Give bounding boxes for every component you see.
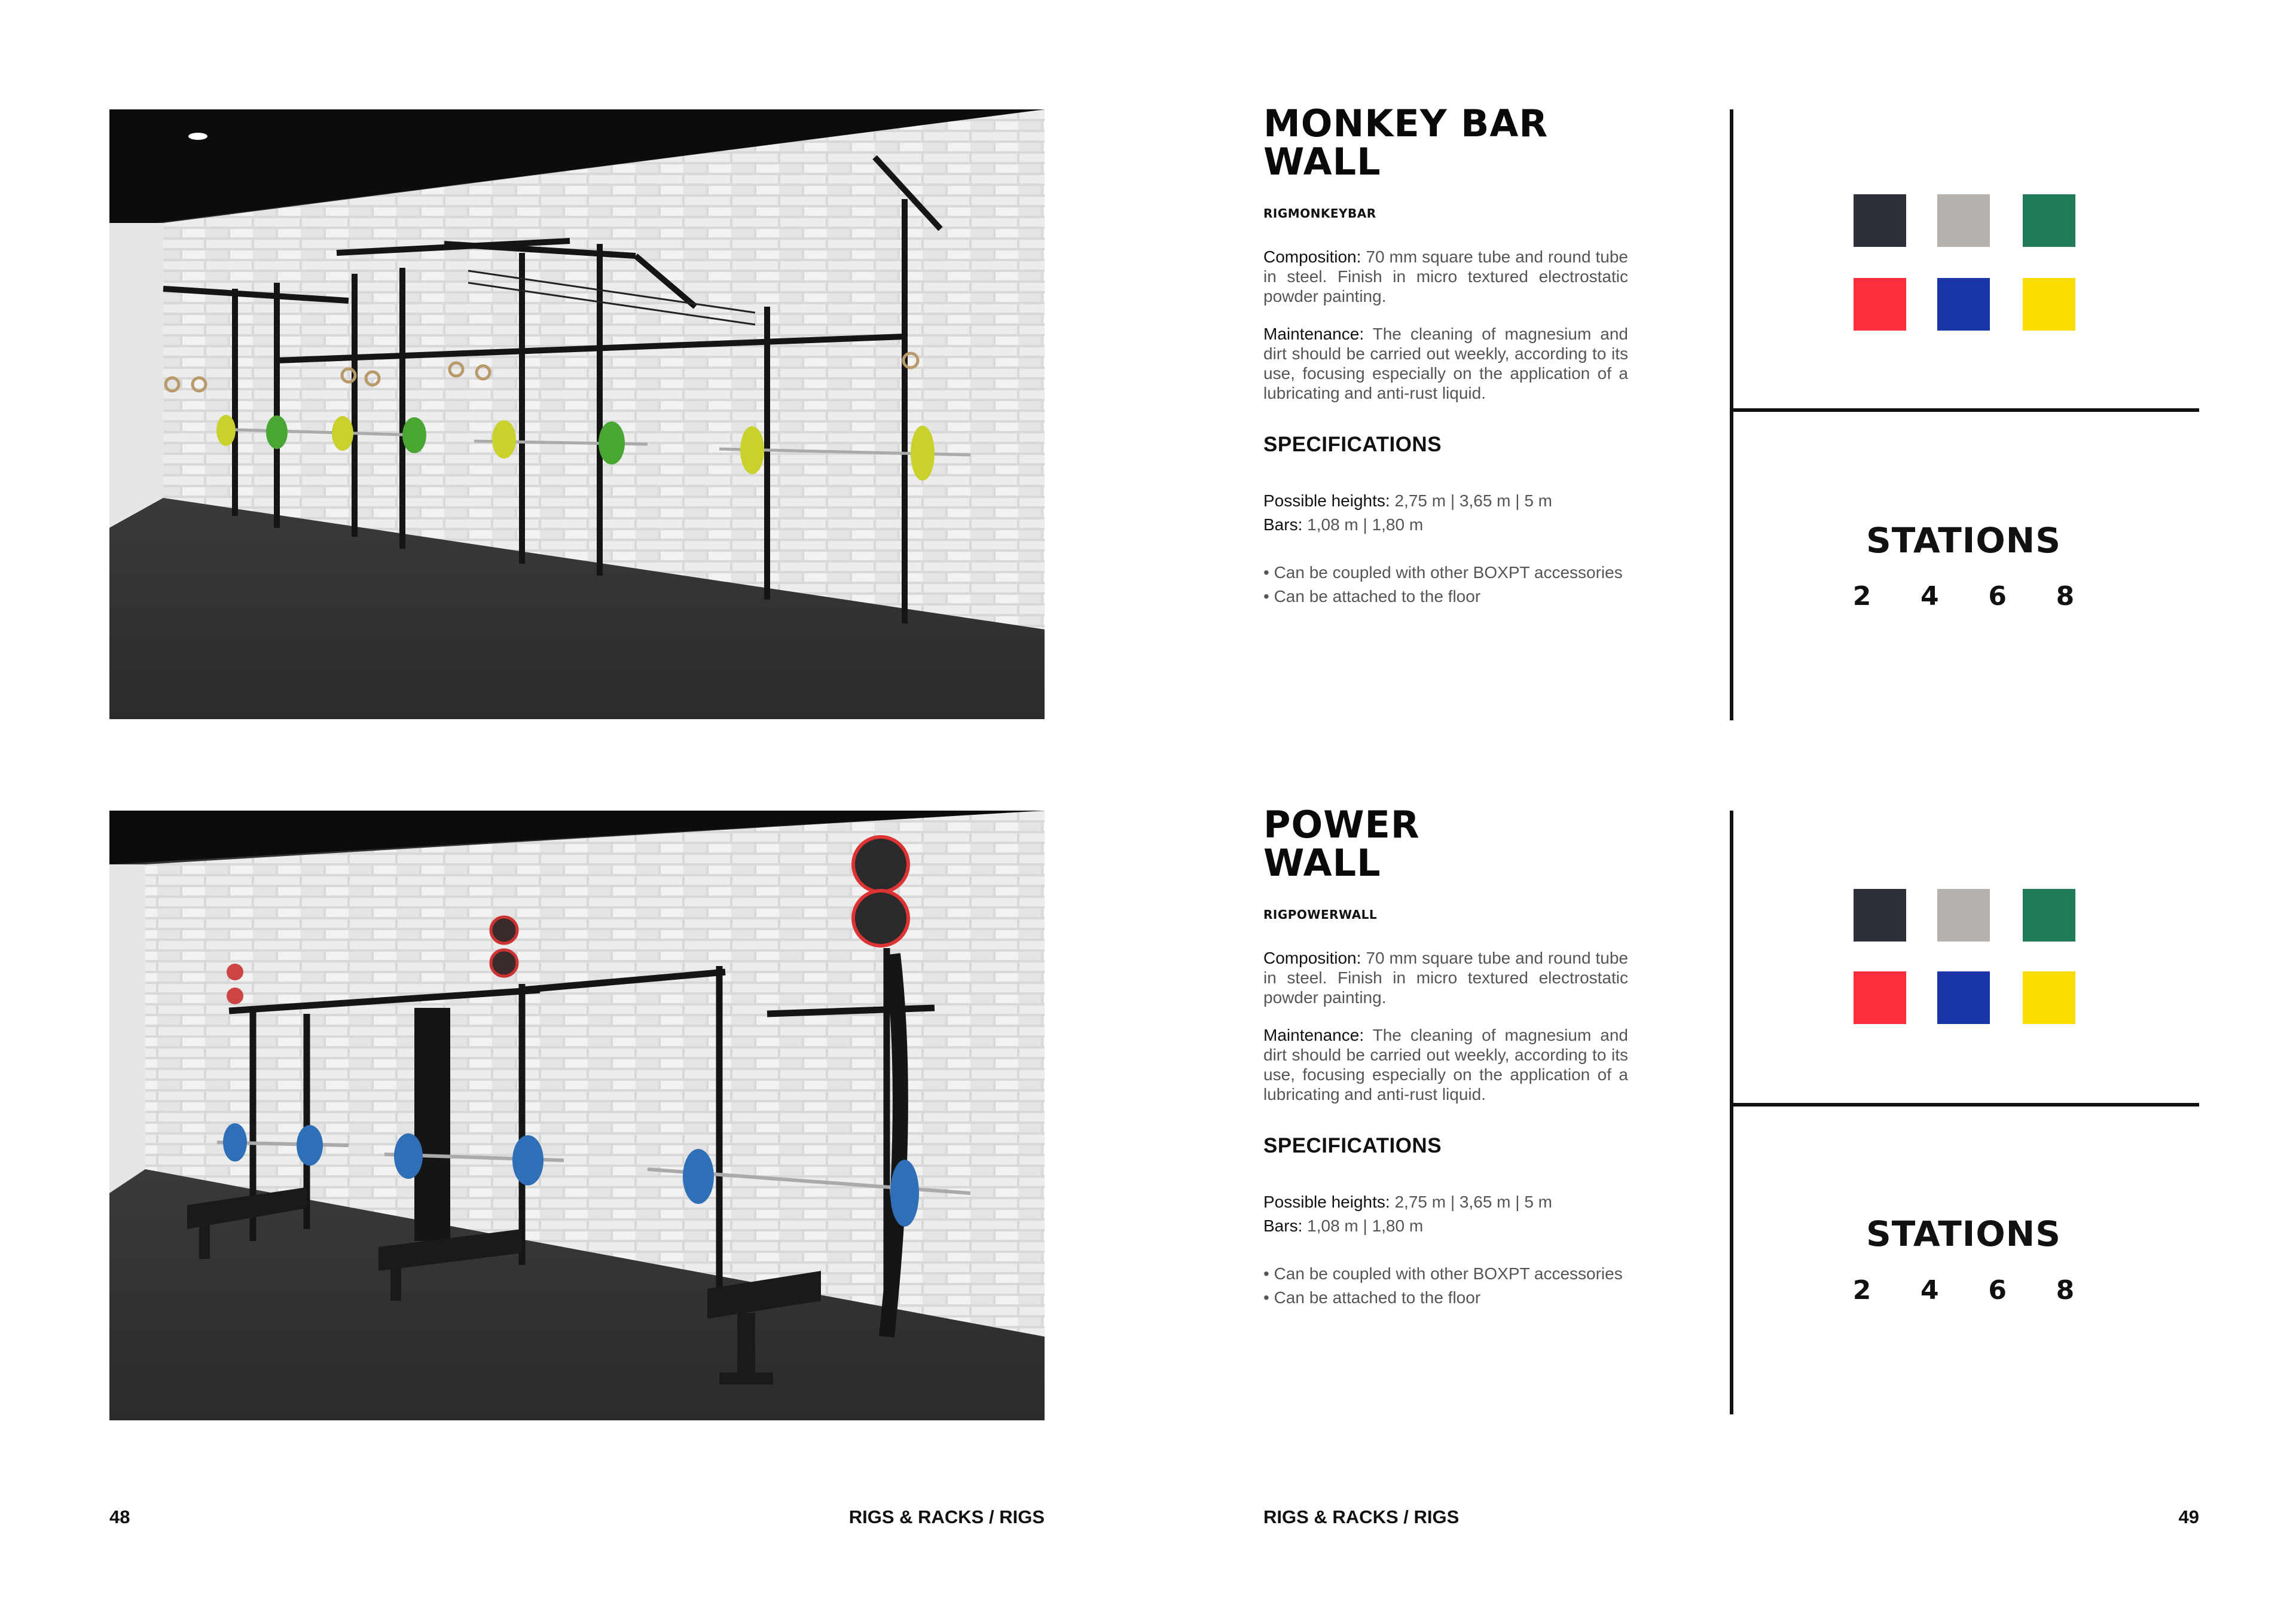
heights-line [1263, 489, 1628, 513]
monkey-bar-wall-photo [109, 109, 1045, 719]
color-swatch-green [2023, 889, 2075, 942]
stations-heading: STATIONS [1866, 520, 2061, 561]
color-swatch-anthracite [1854, 889, 1906, 942]
feature-bullet: • Can be attached to the floor [1263, 587, 1481, 606]
bars-label: Bars: [1263, 1217, 1303, 1235]
heights-value: 2,75 m | 3,65 m | 5 m [1390, 1193, 1553, 1211]
color-swatch-anthracite [1854, 194, 1906, 247]
page-number-left: 48 [109, 1506, 130, 1527]
specifications-list [1263, 489, 1628, 537]
bars-label: Bars: [1263, 515, 1303, 534]
station-option: 2 [1852, 1275, 1871, 1306]
bars-line [1263, 1214, 1628, 1238]
divider-vertical [1730, 109, 1733, 720]
color-swatch-blue [1937, 278, 1990, 331]
product-code: RIGMONKEYBAR [1263, 206, 1376, 221]
page-number-right: 49 [2178, 1506, 2199, 1527]
product-title [1263, 803, 1628, 885]
features-list [1263, 1262, 1628, 1310]
color-swatch-grey [1937, 889, 1990, 942]
station-option: 8 [2056, 581, 2075, 612]
station-option: 4 [1921, 1275, 1939, 1306]
composition-paragraph [1263, 247, 1628, 306]
bars-value: 1,08 m | 1,80 m [1302, 1217, 1424, 1235]
section-label-right: RIGS & RACKS / RIGS [1263, 1506, 1460, 1527]
maintenance-paragraph [1263, 1025, 1628, 1104]
heights-value: 2,75 m | 3,65 m | 5 m [1390, 491, 1553, 510]
maintenance-text: The cleaning of magnesium and dirt should be carried out weekly, according to its use, focusing especially on the application of a lubricating and anti-rust liquid. [1263, 325, 1628, 402]
product-code: RIGPOWERWALL [1263, 907, 1378, 922]
color-swatch-red [1854, 971, 1906, 1024]
composition-paragraph [1263, 948, 1628, 1007]
divider-horizontal [1730, 1103, 2199, 1107]
color-swatch-grey [1937, 194, 1990, 247]
section-label-left: RIGS & RACKS / RIGS [848, 1506, 1045, 1527]
heights-label: Possible heights: [1263, 491, 1390, 510]
heights-label: Possible heights: [1263, 1193, 1390, 1211]
maintenance-paragraph [1263, 324, 1628, 403]
stations-options [1844, 1275, 2083, 1306]
color-swatch-green [2023, 194, 2075, 247]
maintenance-label: Maintenance: [1263, 1026, 1364, 1044]
product-title-line1: POWER [1263, 803, 1420, 846]
color-swatch-yellow [2023, 971, 2075, 1024]
product-title [1263, 102, 1628, 184]
feature-bullet: • Can be coupled with other BOXPT accessories [1263, 1264, 1623, 1283]
bars-value: 1,08 m | 1,80 m [1302, 515, 1424, 534]
color-swatch-red [1854, 278, 1906, 331]
station-option: 2 [1852, 581, 1871, 612]
feature-bullet: • Can be attached to the floor [1263, 1288, 1481, 1307]
color-swatch-yellow [2023, 278, 2075, 331]
divider-vertical [1730, 811, 1733, 1414]
product-title-line1: MONKEY BAR [1263, 102, 1549, 145]
specifications-heading: SPECIFICATIONS [1263, 1134, 1442, 1157]
heights-line [1263, 1190, 1628, 1214]
station-option: 6 [1988, 581, 2007, 612]
station-option: 6 [1988, 1275, 2007, 1306]
composition-text: 70 mm square tube and round tube in steel. Finish in micro textured electrostatic powder painting. [1263, 949, 1628, 1007]
product-monkey-bar-wall [1263, 102, 1628, 609]
composition-text: 70 mm square tube and round tube in steel. Finish in micro textured electrostatic powder painting. [1263, 247, 1628, 305]
color-swatch-blue [1937, 971, 1990, 1024]
product-power-wall [1263, 803, 1628, 1310]
stations-heading: STATIONS [1866, 1214, 2061, 1254]
maintenance-label: Maintenance: [1263, 325, 1364, 343]
features-list [1263, 561, 1628, 609]
specifications-list [1263, 1190, 1628, 1238]
specifications-heading: SPECIFICATIONS [1263, 433, 1442, 456]
product-title-line2: WALL [1263, 140, 1381, 184]
divider-horizontal [1730, 408, 2199, 412]
product-title-line2: WALL [1263, 841, 1381, 885]
bars-line [1263, 513, 1628, 537]
composition-label: Composition: [1263, 949, 1361, 967]
feature-bullet: • Can be coupled with other BOXPT accessories [1263, 563, 1623, 582]
composition-label: Composition: [1263, 247, 1361, 266]
stations-options [1844, 581, 2083, 612]
maintenance-text: The cleaning of magnesium and dirt should be carried out weekly, according to its use, focusing especially on the application of a lubricating and anti-rust liquid. [1263, 1026, 1628, 1104]
power-wall-photo [109, 811, 1045, 1420]
station-option: 8 [2056, 1275, 2075, 1306]
station-option: 4 [1921, 581, 1939, 612]
